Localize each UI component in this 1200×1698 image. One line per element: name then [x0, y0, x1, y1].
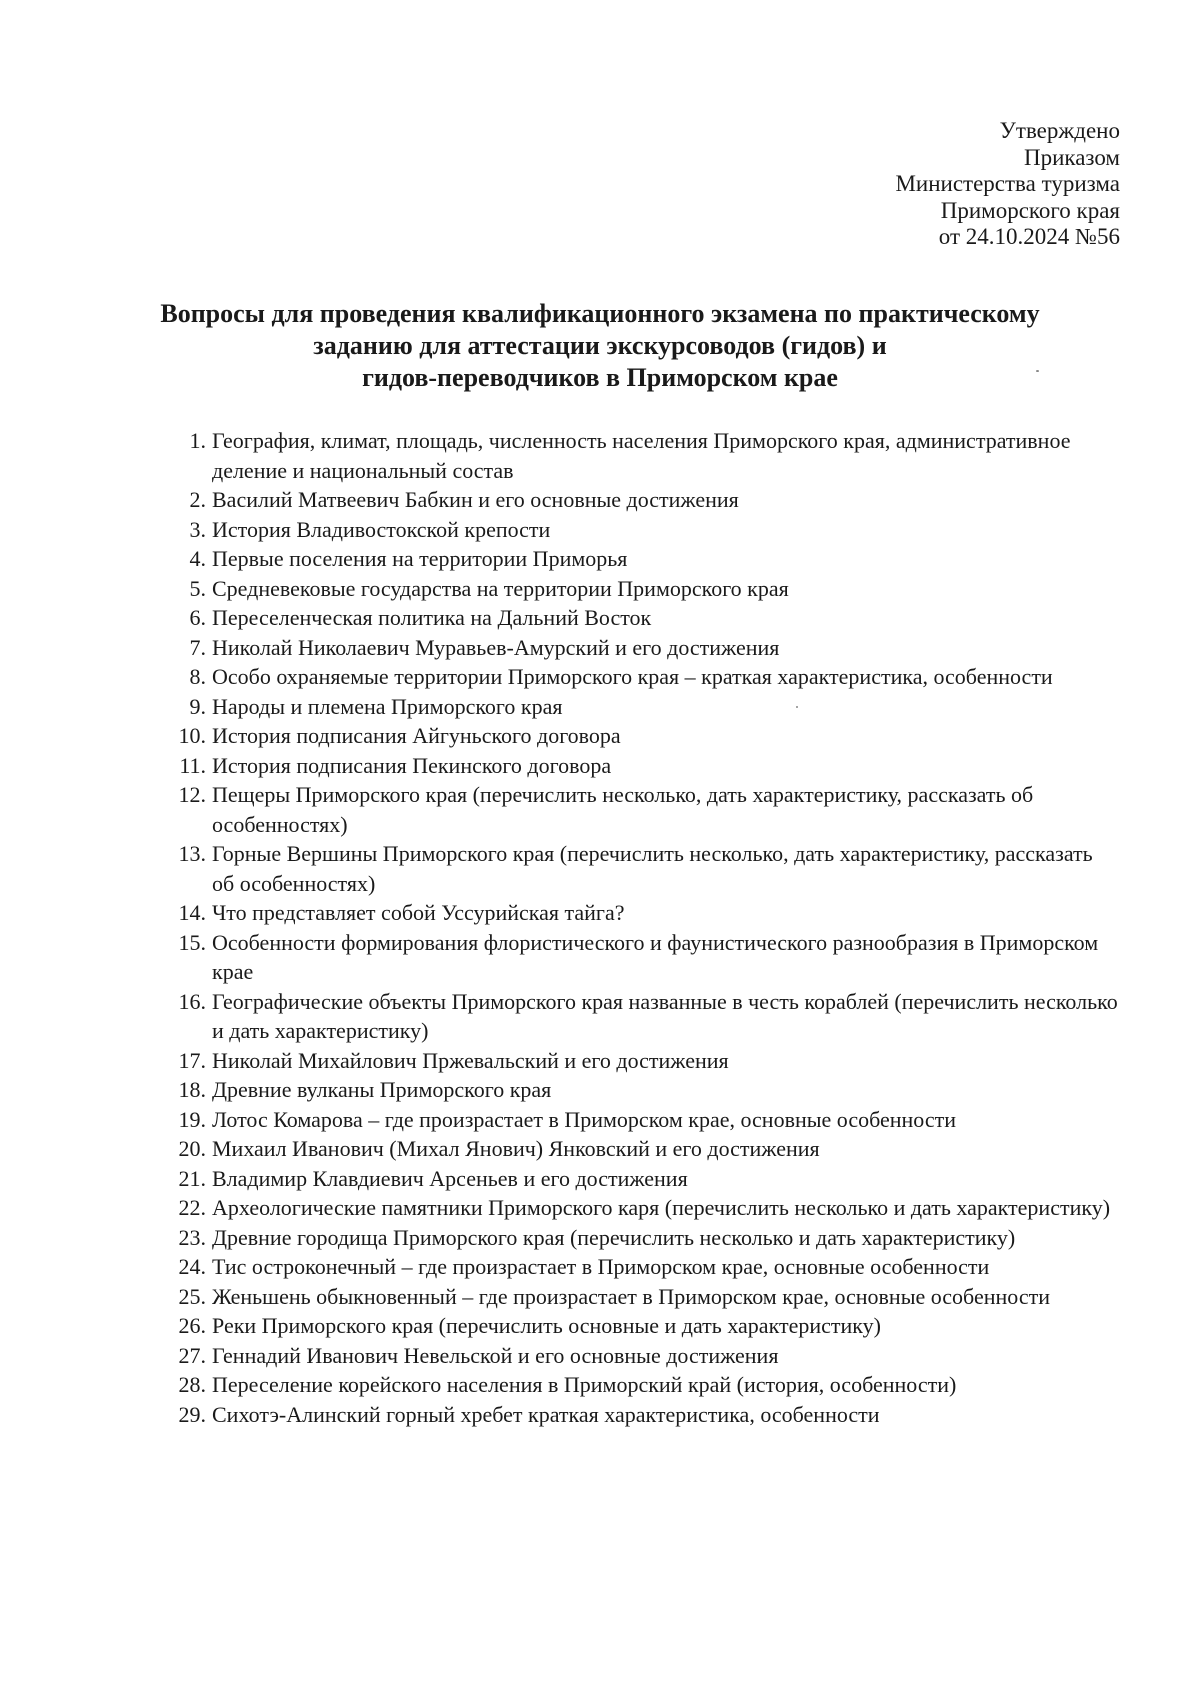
question-item	[160, 1046, 1120, 1076]
question-item	[160, 751, 1120, 781]
question-number: 29.	[178, 1401, 206, 1427]
question-item	[160, 1105, 1120, 1135]
question-number: 4.	[189, 546, 206, 571]
question-number: 20.	[178, 1136, 206, 1161]
question-text: Древние вулканы Приморского края	[212, 1077, 552, 1102]
approval-line: от 24.10.2024 №56	[938, 224, 1120, 249]
question-number: 19.	[178, 1106, 206, 1132]
question-text: Первые поселения на территории Приморья	[212, 546, 628, 571]
question-number: 11.	[179, 752, 206, 778]
question-number: 22.	[178, 1195, 206, 1220]
question-text: Переселение корейского населения в Приморский край (история, особенности)	[212, 1372, 957, 1397]
question-text: Средневековые государства на территории Приморского края	[212, 575, 789, 601]
question-item	[160, 692, 1120, 722]
question-item	[160, 1134, 1120, 1164]
question-item	[160, 898, 1120, 928]
question-text: Василий Матвеевич Бабкин и его основные достижения	[212, 487, 739, 512]
question-item	[160, 1341, 1120, 1371]
question-text: Переселенческая политика на Дальний Восток	[212, 605, 652, 630]
question-number: 12.	[178, 782, 206, 807]
question-item	[160, 1282, 1120, 1312]
question-item	[160, 987, 1120, 1046]
approval-line: Приказом	[1023, 144, 1120, 170]
question-text: Сихотэ-Алинский горный хребет краткая характеристика, особенности	[212, 1401, 880, 1427]
approval-line: Утверждено	[999, 118, 1120, 143]
question-item	[160, 928, 1120, 987]
question-number: 18.	[178, 1077, 206, 1102]
question-number: 13.	[178, 841, 206, 866]
question-item	[160, 839, 1120, 898]
question-text: Особо охраняемые территории Приморского края – краткая характеристика, особенности	[212, 664, 1053, 689]
question-item	[160, 1164, 1120, 1194]
question-text: Николай Николаевич Муравьев-Амурский и его достижения	[212, 634, 780, 660]
question-item	[160, 1311, 1120, 1341]
question-text: Древние городища Приморского края (перечислить несколько и дать характеристику)	[212, 1224, 1016, 1250]
question-number: 7.	[189, 634, 206, 660]
question-number: 17.	[178, 1047, 206, 1073]
question-item	[160, 603, 1120, 633]
approval-block	[700, 118, 1120, 251]
question-text: История подписания Пекинского договора	[212, 752, 612, 778]
question-number: 9.	[189, 693, 206, 719]
question-number: 10.	[178, 723, 206, 748]
question-number: 14.	[178, 900, 206, 925]
question-number: 26.	[178, 1313, 206, 1338]
approval-line: Министерства туризма	[895, 171, 1120, 196]
question-number: 5.	[189, 575, 206, 601]
question-item	[160, 1370, 1120, 1400]
question-text: Горные Вершины Приморского края (перечислить несколько, дать характеристику, рассказать об особенностях)	[212, 841, 1093, 896]
question-number: 16.	[178, 988, 206, 1014]
question-item	[160, 662, 1120, 692]
question-item	[160, 1075, 1120, 1105]
question-text: Пещеры Приморского края (перечислить несколько, дать характеристику, рассказать об особенностях)	[212, 782, 1034, 837]
question-item	[160, 1400, 1120, 1430]
scan-speck	[1036, 370, 1039, 372]
question-text: Народы и племена Приморского края	[212, 693, 563, 719]
question-number: 27.	[178, 1342, 206, 1368]
question-item	[160, 544, 1120, 574]
questions-list	[160, 426, 1120, 1429]
title-line: заданию для аттестации экскурсоводов (гидов) и	[313, 331, 887, 360]
question-text: Женьшень обыкновенный – где произрастает в Приморском крае, основные особенности	[212, 1283, 1050, 1309]
question-text: География, климат, площадь, численность населения Приморского края, административное деление и национальный состав	[212, 428, 1071, 483]
question-number: 23.	[178, 1224, 206, 1250]
question-number: 3.	[189, 516, 206, 542]
question-number: 28.	[178, 1372, 206, 1397]
scan-speck	[796, 706, 798, 708]
question-number: 15.	[178, 929, 206, 955]
question-item	[160, 1193, 1120, 1223]
question-text: Географические объекты Приморского края названные в честь кораблей (перечислить несколько и дать характеристику)	[212, 988, 1118, 1043]
question-text: История Владивостокской крепости	[212, 516, 551, 542]
question-item	[160, 574, 1120, 604]
title-line: Вопросы для проведения квалификационного экзамена по практическому	[160, 299, 1040, 328]
question-number: 2.	[189, 487, 206, 512]
question-text: Археологические памятники Приморского каря (перечислить несколько и дать характеристику)	[212, 1195, 1111, 1220]
question-item	[160, 1223, 1120, 1253]
question-item	[160, 780, 1120, 839]
question-number: 21.	[178, 1165, 206, 1191]
question-number: 24.	[178, 1254, 206, 1279]
question-text: Владимир Клавдиевич Арсеньев и его достижения	[212, 1165, 688, 1191]
question-number: 1.	[189, 428, 206, 453]
document-title	[100, 298, 1100, 394]
question-item	[160, 633, 1120, 663]
question-number: 6.	[189, 605, 206, 630]
question-text: История подписания Айгуньского договора	[212, 723, 621, 748]
question-text: Михаил Иванович (Михал Янович) Янковский и его достижения	[212, 1136, 820, 1161]
question-number: 25.	[178, 1283, 206, 1309]
question-text: Геннадий Иванович Невельской и его основные достижения	[212, 1342, 779, 1368]
question-text: Реки Приморского края (перечислить основные и дать характеристику)	[212, 1313, 881, 1338]
question-item	[160, 721, 1120, 751]
question-text: Что представляет собой Уссурийская тайга?	[212, 900, 625, 925]
question-text: Особенности формирования флористического и фаунистического разнообразия в Приморском крае	[212, 929, 1099, 984]
question-text: Лотос Комарова – где произрастает в Приморском крае, основные особенности	[212, 1106, 957, 1132]
approval-line: Приморского края	[940, 197, 1120, 223]
question-item	[160, 485, 1120, 515]
question-item	[160, 426, 1120, 485]
question-number: 8.	[189, 664, 206, 689]
title-line: гидов-переводчиков в Приморском крае	[362, 363, 838, 392]
question-text: Николай Михайлович Пржевальский и его достижения	[212, 1047, 729, 1073]
question-item	[160, 515, 1120, 545]
question-text: Тис остроконечный – где произрастает в Приморском крае, основные особенности	[212, 1254, 990, 1279]
question-item	[160, 1252, 1120, 1282]
